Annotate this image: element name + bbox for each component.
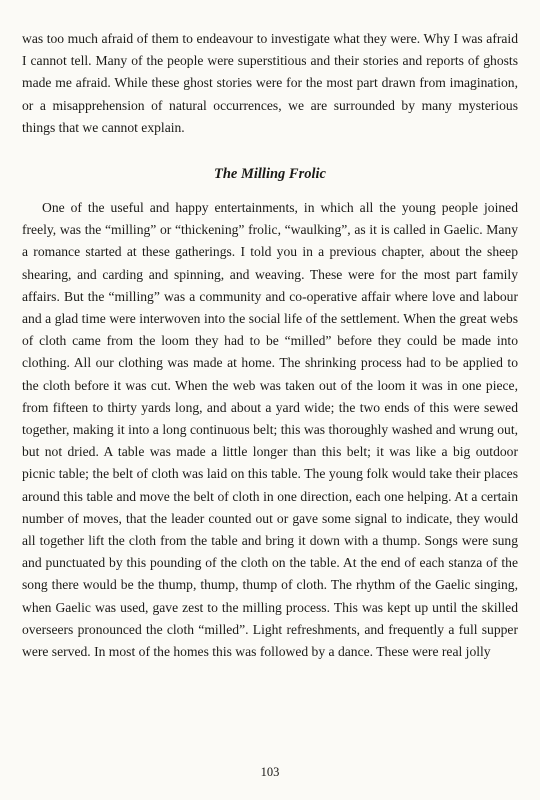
section-title: The Milling Frolic (214, 166, 326, 183)
page-number: 103 (260, 765, 280, 779)
book-page (22, 28, 518, 663)
opening-paragraph: was too much afraid of them to endeavour to investigate what they were. Why I was afraid I cannot tell. Many of the people were superstitious and their stories and reports of ghosts made me afraid. While these ghost stories were for the most part drawn from imagination, or a misapprehension of natural occurrences, we are surrounded by many mysterious things that we cannot explain. (22, 31, 518, 135)
main-paragraph: One of the useful and happy entertainments, in which all the young people joined freely, was the “milling” or “thickening” frolic, “waulking”, as it is called in Gaelic. Many a romance started at these gatherings. I told you in a previous chapter, about the sheep shearing, and carding and spinning, and weaving. These were for the most part family affairs. But the “milling” was a community and co-operative affair where love and labour and a glad time were interwoven into the social life of the settlement. When the great webs of cloth came from the loom they had to be “milled” before they could be made into clothing. All our clothing was made at home. The shrinking process had to be applied to the cloth before it was cut. When the web was taken out of the loom it was in one piece, from fifteen to thirty yards long, and about a yard wide; the two ends of this were sewed together, making it into a long continuous belt; this was thoroughly washed and wrung out, but not dried. A table was made a little longer than this belt; it was like a big outdoor picnic table; the belt of cloth was laid on this table. The young folk would take their places around this table and move the belt of cloth in one direction, each one helping. At a certain number of moves, that the leader counted out or gave some signal to indicate, they would all together lift the cloth from the table and bring it down with a thump. Songs were sung and punctuated by this pounding of the cloth on the table. At the end of each stanza of the song there would be the thump, thump, thump of cloth. The rhythm of the Gaelic singing, when Gaelic was used, gave zest to the milling process. This was kept up until the skilled overseers pronounced the cloth “milled”. Light refreshments, and frequently a full supper were served. In most of the homes this was followed by a dance. These were real jolly (22, 200, 518, 660)
